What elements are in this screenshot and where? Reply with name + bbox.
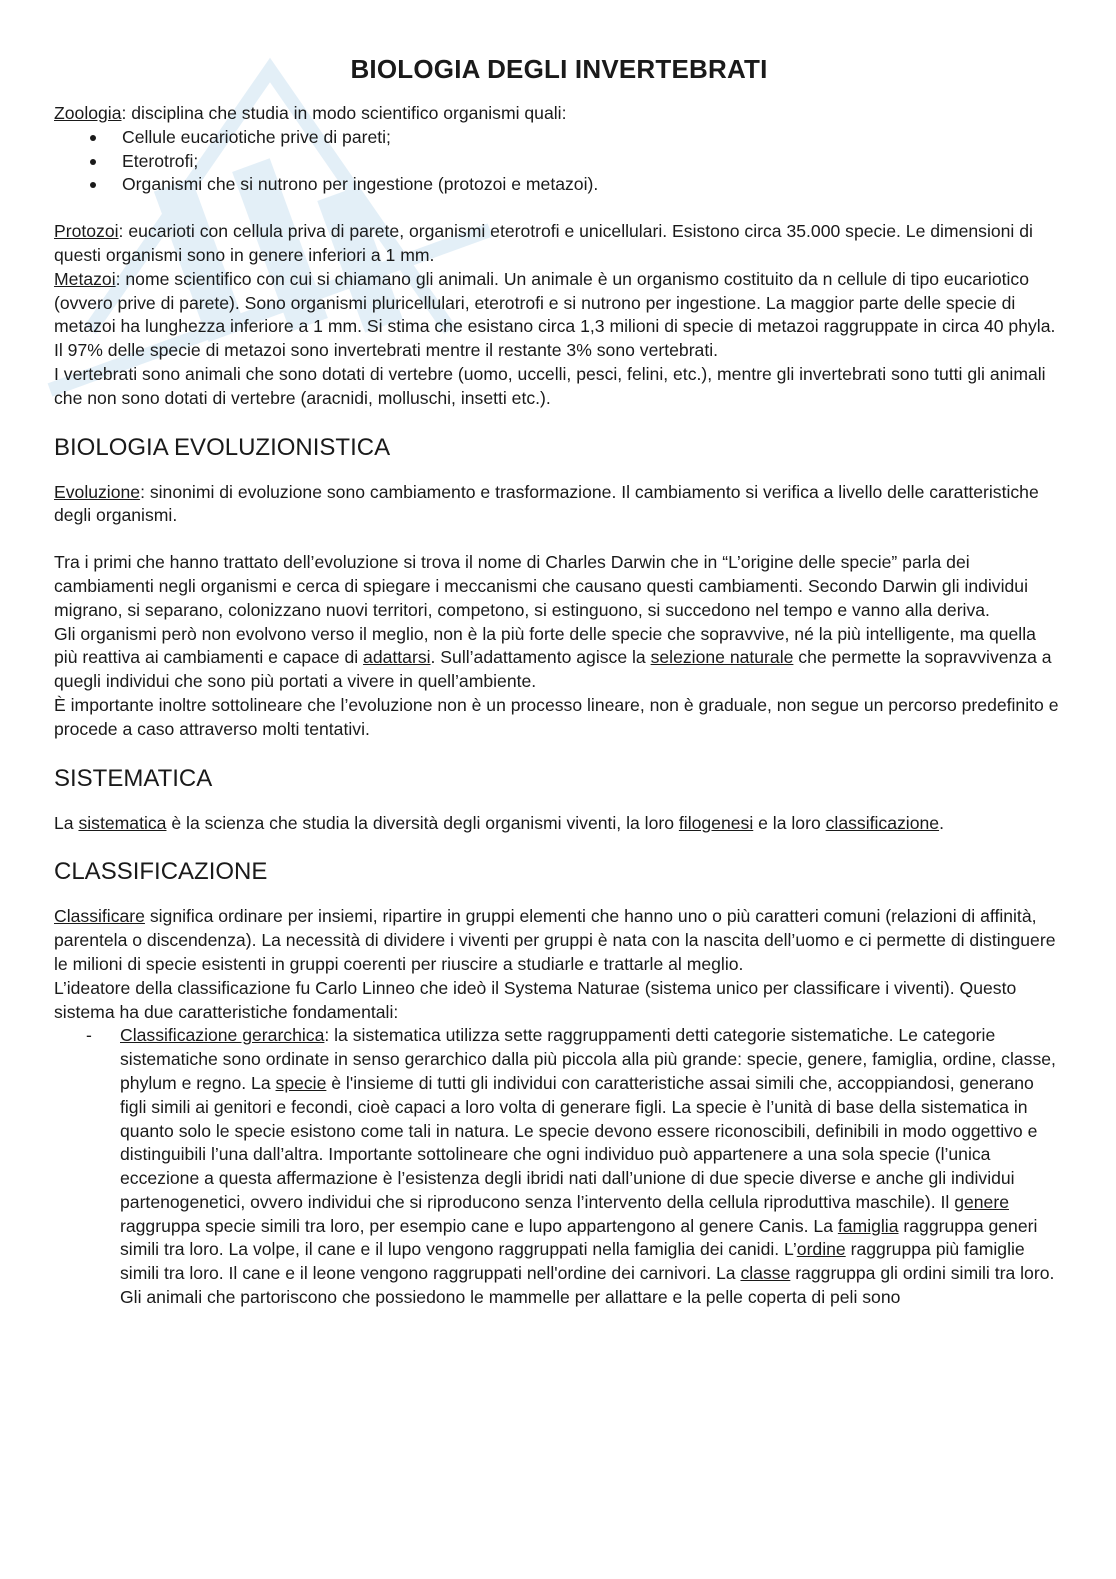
section-heading-sistematica: SISTEMATICA [54, 764, 213, 792]
protozoi-term: Protozoi [54, 221, 119, 242]
section-heading-evoluzionistica: BIOLOGIA EVOLUZIONISTICA [54, 433, 391, 461]
evoluzione-paragraph: Evoluzione: sinonimi di evoluzione sono cambiamento e trasformazione. Il cambiamento si verifica a livello delle caratteristiche degli organismi. [54, 481, 1039, 526]
classificazione-term: classificazione [825, 812, 940, 833]
filogenesi-term: filogenesi [678, 812, 754, 833]
selezione-naturale-term: selezione naturale [650, 647, 794, 668]
adattamento-paragraph: Gli organismi però non evolvono verso il meglio, non è la più forte delle specie che sopravvive, né la più intelligente, ma quella più reattiva ai cambiamenti e capace di adattarsi. Sull’adattamento agisce la selezione naturale che permette la sopravvivenza a quegli individui che sono più portati a vivere in quell’ambiente. [54, 623, 1052, 692]
sistematica-term: sistematica [78, 812, 167, 833]
document-title: BIOLOGIA DEGLI INVERTEBRATI [350, 54, 768, 84]
list-item: Organismi che si nutrono per ingestione (protozoi e metazoi). [88, 173, 1064, 197]
zoologia-paragraph: Zoologia: disciplina che studia in modo scientifico organismi quali: [54, 103, 567, 123]
zoologia-bullet-list [54, 126, 1064, 197]
classificare-paragraph: Classificare significa ordinare per insiemi, ripartire in gruppi elementi che hanno uno o più caratteri comuni (relazioni di affinità, parentela o discendenza). La necessità di dividere i viventi per gruppi è nata con la nascita dell’uomo e ci permette di distinguere le milioni di specie esistenti in gruppi coerenti per riuscire a studiarle e trattarle al meglio. [54, 906, 1056, 974]
document-page [54, 52, 1064, 1310]
classificare-term: Classificare [54, 906, 145, 927]
protozoi-paragraph: Protozoi: eucarioti con cellula priva di parete, organismi eterotrofi e unicellulari. Esistono circa 35.000 specie. Le dimensioni di questi organismi sono in genere inferiori a 1 mm. [54, 221, 1033, 265]
classificazione-gerarchica-term: Classificazione gerarchica [120, 1025, 325, 1046]
metazoi-paragraph: Metazoi: nome scientifico con cui si chiamano gli animali. Un animale è un organismo costituito da n cellule di tipo eucariotico (ovvero prive di parete). Sono organismi pluricellulari, eterotrofi e si nutrono per ingestione. La maggior parte delle specie di metazoi ha lunghezza inferiore a 1 mm. Si stima che esistano circa 1,3 milioni di specie di metazoi raggruppate in circa 40 phyla. Il 97% delle specie di metazoi sono invertebrati mentre il restante 3% sono vertebrati. [54, 268, 1056, 361]
evoluzione-term: Evoluzione [54, 481, 141, 502]
evoluzione-non-lineare-paragraph: È importante inoltre sottolineare che l’evoluzione non è un processo lineare, non è graduale, non segue un percorso predefinito e procede a caso attraverso molti tentativi. [54, 694, 1059, 739]
darwin-paragraph: Tra i primi che hanno trattato dell’evoluzione si trova il nome di Charles Darwin che in “L’origine delle specie” parla dei cambiamenti negli organismi e cerca di spiegare i meccanismi che causano questi cambiamenti. Secondo Darwin gli individui migrano, si separano, colonizzano nuovi territori, competono, si estinguono, si succedono nel tempo e vanno alla deriva. [54, 552, 1028, 620]
specie-term: specie [275, 1072, 327, 1093]
ordine-term: ordine [796, 1239, 846, 1260]
famiglia-term: famiglia [837, 1215, 899, 1236]
list-item: - Classificazione gerarchica: la sistematica utilizza sette raggruppamenti detti categorie sistematiche. Le categorie sistematiche sono ordinate in senso gerarchico dalla più piccola alla più grande: specie, genere, famiglia, ordine, classe, phylum e regno. La specie è l'insieme di tutti gli individui con caratteristiche assai simili che, accoppiandosi, generano figli simili ai genitori e fecondi, cioè capaci a loro volta di generare figli. La specie è l’unità di base della sistematica in quanto solo le specie esistono come tali in natura. Le specie devono essere riconoscibili, definibili in modo oggettivo e distinguibili l’una dall’altra. Importante sottolineare che ogni individuo può appartenere a una sola specie (l’unica eccezione a questa affermazione è l’esistenza degli ibridi nati dall’unione di due specie diverse e anche gli individui partenogenetici, ovvero individui che si riproducono senza l’intervento della cellula riproduttiva maschile). Il genere raggruppa specie simili tra loro, per esempio cane e lupo appartengono al genere Canis. La famiglia raggruppa generi simili tra loro. La volpe, il cane e il lupo vengono raggruppati nella famiglia dei canidi. L’ordine raggruppa più famiglie simili tra loro. Il cane e il leone vengono raggruppati nell'ordine dei carnivori. La classe raggruppa gli ordini simili tra loro. Gli animali che partoriscono che possiedono le mammelle per allattare e la pelle coperta di peli sono [86, 1024, 1064, 1310]
zoologia-term: Zoologia [54, 103, 122, 123]
list-item: Eterotrofi; [88, 150, 1064, 174]
linneo-paragraph: L’ideatore della classificazione fu Carlo Linneo che ideò il Systema Naturae (sistema unico per classificare i viventi). Questo sistema ha due caratteristiche fondamentali: [54, 977, 1017, 1022]
section-heading-classificazione: CLASSIFICAZIONE [54, 858, 268, 886]
adattarsi-term: adattarsi [363, 647, 431, 668]
list-item: Cellule eucariotiche prive di pareti; [88, 126, 1064, 150]
classificazione-dash-list [54, 1024, 1064, 1310]
metazoi-term: Metazoi [54, 268, 116, 289]
classe-term: classe [740, 1263, 791, 1284]
genere-term: genere [954, 1191, 1009, 1212]
vertebrati-paragraph: I vertebrati sono animali che sono dotati di vertebre (uomo, uccelli, pesci, felini, etc.), mentre gli invertebrati sono tutti gli animali che non sono dotati di vertebre (aracnidi, molluschi, insetti etc.). [54, 363, 1046, 408]
sistematica-paragraph: La sistematica è la scienza che studia la diversità degli organismi viventi, la loro filogenesi e la loro classificazione. [54, 812, 944, 833]
